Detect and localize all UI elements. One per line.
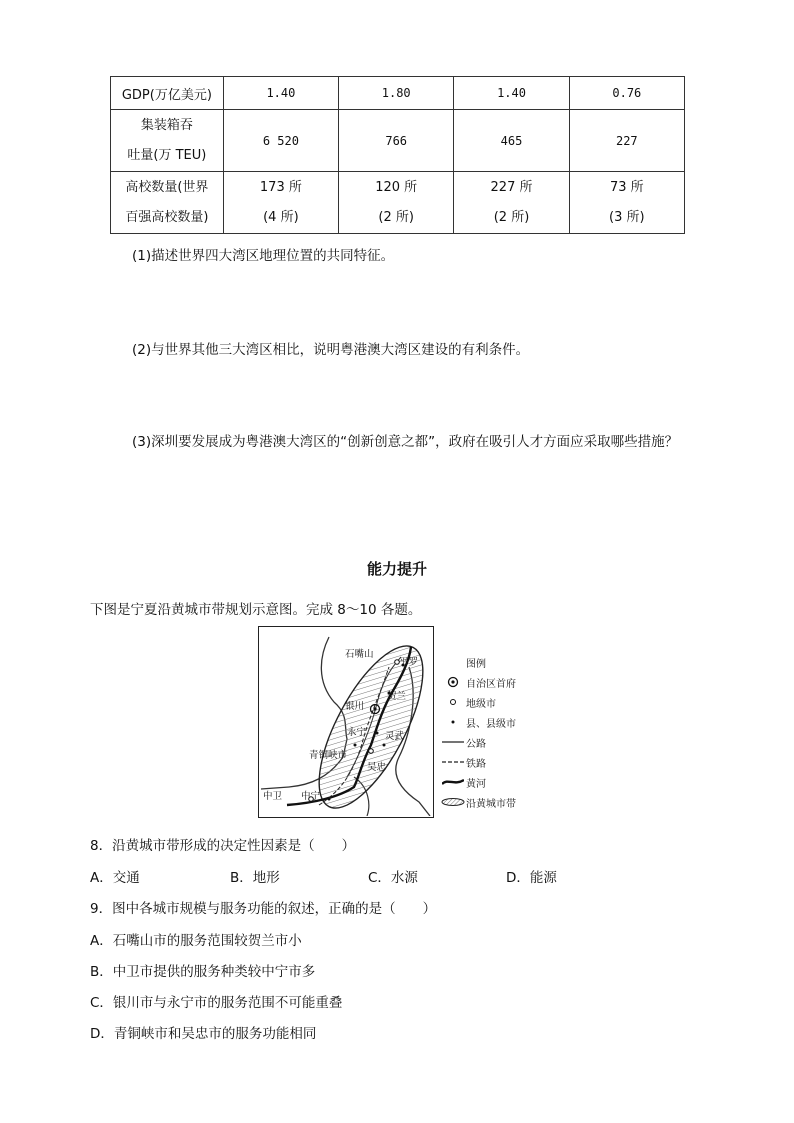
map-graphic bbox=[259, 627, 432, 816]
map-label: 中卫 bbox=[263, 791, 283, 802]
legend-item: 铁路 bbox=[440, 752, 560, 772]
table-row bbox=[111, 172, 685, 234]
county-marker bbox=[328, 798, 331, 801]
map-label: 银川 bbox=[345, 701, 365, 712]
map-label: 贺兰 bbox=[387, 691, 407, 702]
row-header: GDP(万亿美元) bbox=[111, 77, 224, 110]
legend-title: 图例 bbox=[466, 658, 486, 670]
option-a: A．石嘴山市的服务范围较贺兰市小 bbox=[90, 933, 302, 949]
railway-icon bbox=[440, 758, 466, 766]
table-cell: 1.40 bbox=[454, 77, 569, 110]
table-cell: 227 bbox=[569, 110, 684, 172]
map-label: 平罗 bbox=[399, 657, 419, 668]
map-label: 石嘴山 bbox=[345, 649, 374, 660]
table-cell: 120 所 (2 所) bbox=[339, 172, 454, 234]
map-legend bbox=[440, 652, 560, 812]
table-cell: 766 bbox=[339, 110, 454, 172]
county-marker bbox=[376, 732, 379, 735]
option-c: C．银川市与永宁市的服务范围不可能重叠 bbox=[90, 995, 343, 1011]
legend-item: 地级市 bbox=[440, 692, 560, 712]
legend-item: 沿黄城市带 bbox=[440, 792, 560, 812]
option-a: A．交通 bbox=[90, 870, 140, 886]
table-cell: 73 所 (3 所) bbox=[569, 172, 684, 234]
question-9-stem: 9．图中各城市规模与服务功能的叙述，正确的是（ ） bbox=[90, 901, 437, 917]
county-icon bbox=[440, 715, 466, 729]
map-label: 吴忠 bbox=[367, 762, 387, 773]
question-2: (2)与世界其他三大湾区相比，说明粤港澳大湾区建设的有利条件。 bbox=[132, 342, 530, 358]
legend-item: 公路 bbox=[440, 732, 560, 752]
highway-icon bbox=[440, 738, 466, 746]
map-label: 中宁 bbox=[301, 791, 321, 802]
table-cell: 0.76 bbox=[569, 77, 684, 110]
table-cell: 465 bbox=[454, 110, 569, 172]
table-row bbox=[111, 110, 685, 172]
option-b: B．中卫市提供的服务种类较中宁市多 bbox=[90, 964, 316, 980]
river-icon bbox=[440, 777, 466, 787]
map-label: 灵武 bbox=[385, 731, 405, 742]
question-8-stem: 8．沿黄城市带形成的决定性因素是（ ） bbox=[90, 838, 356, 854]
option-b: B．地形 bbox=[230, 870, 280, 886]
table-row bbox=[111, 77, 685, 110]
county-marker bbox=[383, 744, 386, 747]
row-header: 高校数量(世界 百强高校数量) bbox=[111, 172, 224, 234]
intro-text: 下图是宁夏沿黄城市带规划示意图。完成 8～10 各题。 bbox=[90, 602, 422, 618]
question-3: (3)深圳要发展成为粤港澳大湾区的“创新创意之都”，政府在吸引人才方面应采取哪些措施？ bbox=[132, 434, 679, 450]
map-label: 青铜峡市 bbox=[309, 750, 348, 761]
city-marker bbox=[369, 749, 374, 754]
capital-icon bbox=[440, 675, 466, 689]
option-c: C．水源 bbox=[368, 870, 418, 886]
table-cell: 6 520 bbox=[223, 110, 338, 172]
option-d: D．能源 bbox=[506, 870, 557, 886]
table-cell: 1.40 bbox=[223, 77, 338, 110]
legend-item: 黄河 bbox=[440, 772, 560, 792]
ningxia-map bbox=[258, 626, 434, 818]
legend-item: 县、县级市 bbox=[440, 712, 560, 732]
table-cell: 1.80 bbox=[339, 77, 454, 110]
capital-marker-dot bbox=[373, 707, 376, 710]
table-cell: 227 所 (2 所) bbox=[454, 172, 569, 234]
option-d: D．青铜峡市和吴忠市的服务功能相同 bbox=[90, 1026, 317, 1042]
city-belt-icon bbox=[440, 797, 466, 807]
legend-item: 自治区首府 bbox=[440, 672, 560, 692]
map-label: 永宁 bbox=[347, 727, 367, 738]
prefecture-city-icon bbox=[440, 695, 466, 709]
question-1: (1)描述世界四大湾区地理位置的共同特征。 bbox=[132, 248, 395, 264]
section-title: 能力提升 bbox=[366, 560, 427, 578]
bay-area-table bbox=[110, 76, 685, 234]
row-header: 集装箱吞 吐量(万 TEU) bbox=[111, 110, 224, 172]
county-marker bbox=[354, 744, 357, 747]
table-cell: 173 所 (4 所) bbox=[223, 172, 338, 234]
